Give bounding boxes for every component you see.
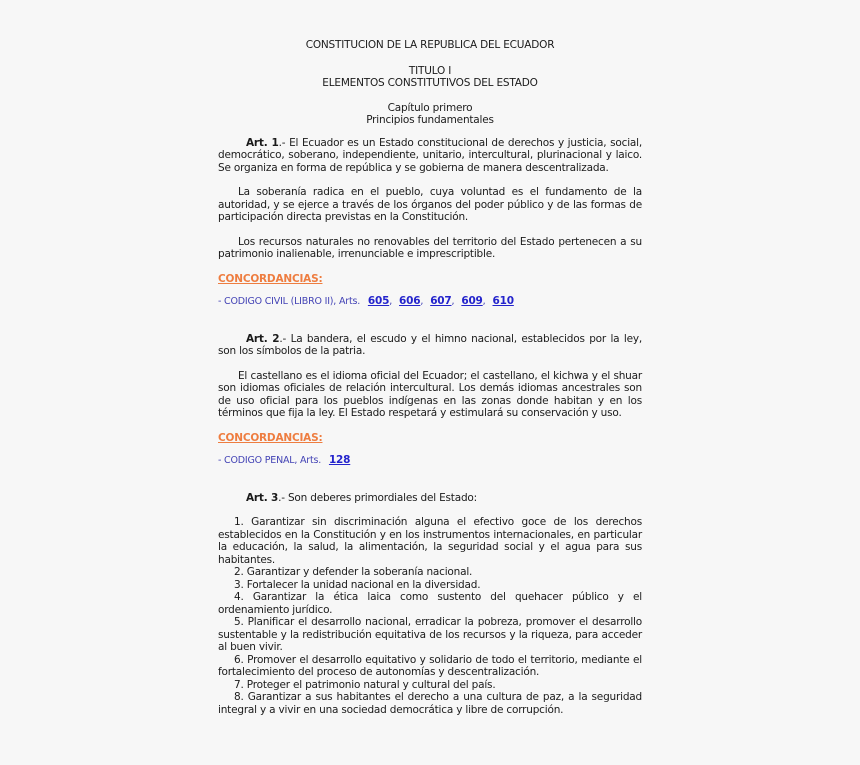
duty-item-8: 8. Garantizar a sus habitantes el derecho a una cultura de paz, a la seguridad integral y a vivir en una sociedad democrática y libre de corrupción.	[218, 691, 642, 716]
article-2-paragraph-1	[218, 333, 642, 358]
section-title: TITULO I	[408, 64, 452, 77]
chapter-subtitle: Principios fundamentales	[366, 114, 494, 126]
concordancia-source-2: - CODIGO PENAL, Arts.	[218, 455, 322, 466]
article-link-128[interactable]: 128	[328, 454, 351, 466]
duty-item-7: 7. Proteger el patrimonio natural y cultural del país.	[234, 678, 496, 691]
duty-item-3: 3. Fortalecer la unidad nacional en la diversidad.	[234, 578, 481, 591]
article-3-label: Art. 3	[246, 491, 279, 504]
article-1-paragraph-3: Los recursos naturales no renovables del territorio del Estado pertenecen a su patrimonio inalienable, irrenunciable e imprescriptible.	[218, 235, 642, 260]
duty-item-5: 5. Planificar el desarrollo nacional, erradicar la pobreza, promover el desarrollo sustentable y la redistribución equitativa de los recursos y la riqueza, para acceder al buen vivir.	[218, 616, 642, 653]
duty-item-4: 4. Garantizar la ética laica como sustento del quehacer público y el ordenamiento jurídico.	[218, 591, 642, 616]
concordancias-heading-1[interactable]: CONCORDANCIAS:	[218, 272, 323, 285]
concordancias-block-1	[218, 273, 642, 309]
concordancias-block-2	[218, 432, 642, 468]
concordancia-reference-2	[218, 454, 642, 468]
article-link-610[interactable]: 610	[492, 295, 514, 307]
link-separator: ,	[482, 296, 486, 307]
link-separator: ,	[420, 296, 424, 307]
article-3-intro: .- Son deberes primordiales del Estado:	[278, 491, 477, 504]
link-separator: ,	[389, 296, 393, 307]
concordancia-source-1: - CODIGO CIVIL (LIBRO II), Arts.	[218, 296, 361, 307]
document-title: CONSTITUCION DE LA REPUBLICA DEL ECUADOR	[305, 39, 555, 51]
article-1-intro: .- El Ecuador es un Estado constitucional de derechos y justicia, social, democrático, soberano, independiente, unitario, intercultural, plurinacional y laico. Se organiza en forma de república y se gobierna de manera descentralizada.	[218, 136, 643, 174]
chapter-title: Capítulo primero	[387, 101, 473, 114]
duty-item-2: 2. Garantizar y defender la soberanía nacional.	[234, 566, 473, 578]
constitution-document	[218, 0, 642, 716]
concordancias-heading-2[interactable]: CONCORDANCIAS:	[218, 431, 323, 444]
duty-item-6: 6. Promover el desarrollo equitativo y solidario de todo el territorio, mediante el fortalecimiento del proceso de autonomías y descentralización.	[218, 653, 642, 678]
section-subtitle: ELEMENTOS CONSTITUTIVOS DEL ESTADO	[322, 77, 538, 89]
article-1-paragraph-1	[218, 137, 642, 175]
article-link-605[interactable]: 605	[367, 295, 390, 307]
article-link-609[interactable]: 609	[461, 295, 483, 307]
article-1-label: Art. 1	[246, 136, 279, 149]
article-3-duties-list	[218, 516, 642, 716]
article-link-606[interactable]: 606	[399, 295, 421, 307]
article-link-607[interactable]: 607	[430, 295, 452, 307]
article-2-label: Art. 2	[246, 332, 280, 345]
article-2-intro: .- La bandera, el escudo y el himno nacional, establecidos por la ley, son los símbolos de la patria.	[218, 332, 643, 357]
concordancia-reference-1	[218, 295, 642, 309]
link-separator: ,	[451, 296, 455, 307]
article-3-paragraph-1	[218, 492, 642, 505]
article-2-paragraph-2: El castellano es el idioma oficial del Ecuador; el castellano, el kichwa y el shuar son idiomas oficiales de relación intercultural. Los demás idiomas ancestrales son de uso oficial para los pueblos indígenas en las zonas donde habitan y en los términos que fija la ley. El Estado respetará y estimulará su conservación y uso.	[218, 369, 642, 419]
duty-item-1: 1. Garantizar sin discriminación alguna el efectivo goce de los derechos establecidos en la Constitución y en los instrumentos internacionales, en particular la educación, la salud, la alimentación, la seguridad social y el agua para sus habitantes.	[218, 516, 642, 566]
article-1-paragraph-2: La soberanía radica en el pueblo, cuya voluntad es el fundamento de la autoridad, y se ejerce a través de los órganos del poder público y de las formas de participación directa previstas en la Constitución.	[218, 186, 642, 223]
